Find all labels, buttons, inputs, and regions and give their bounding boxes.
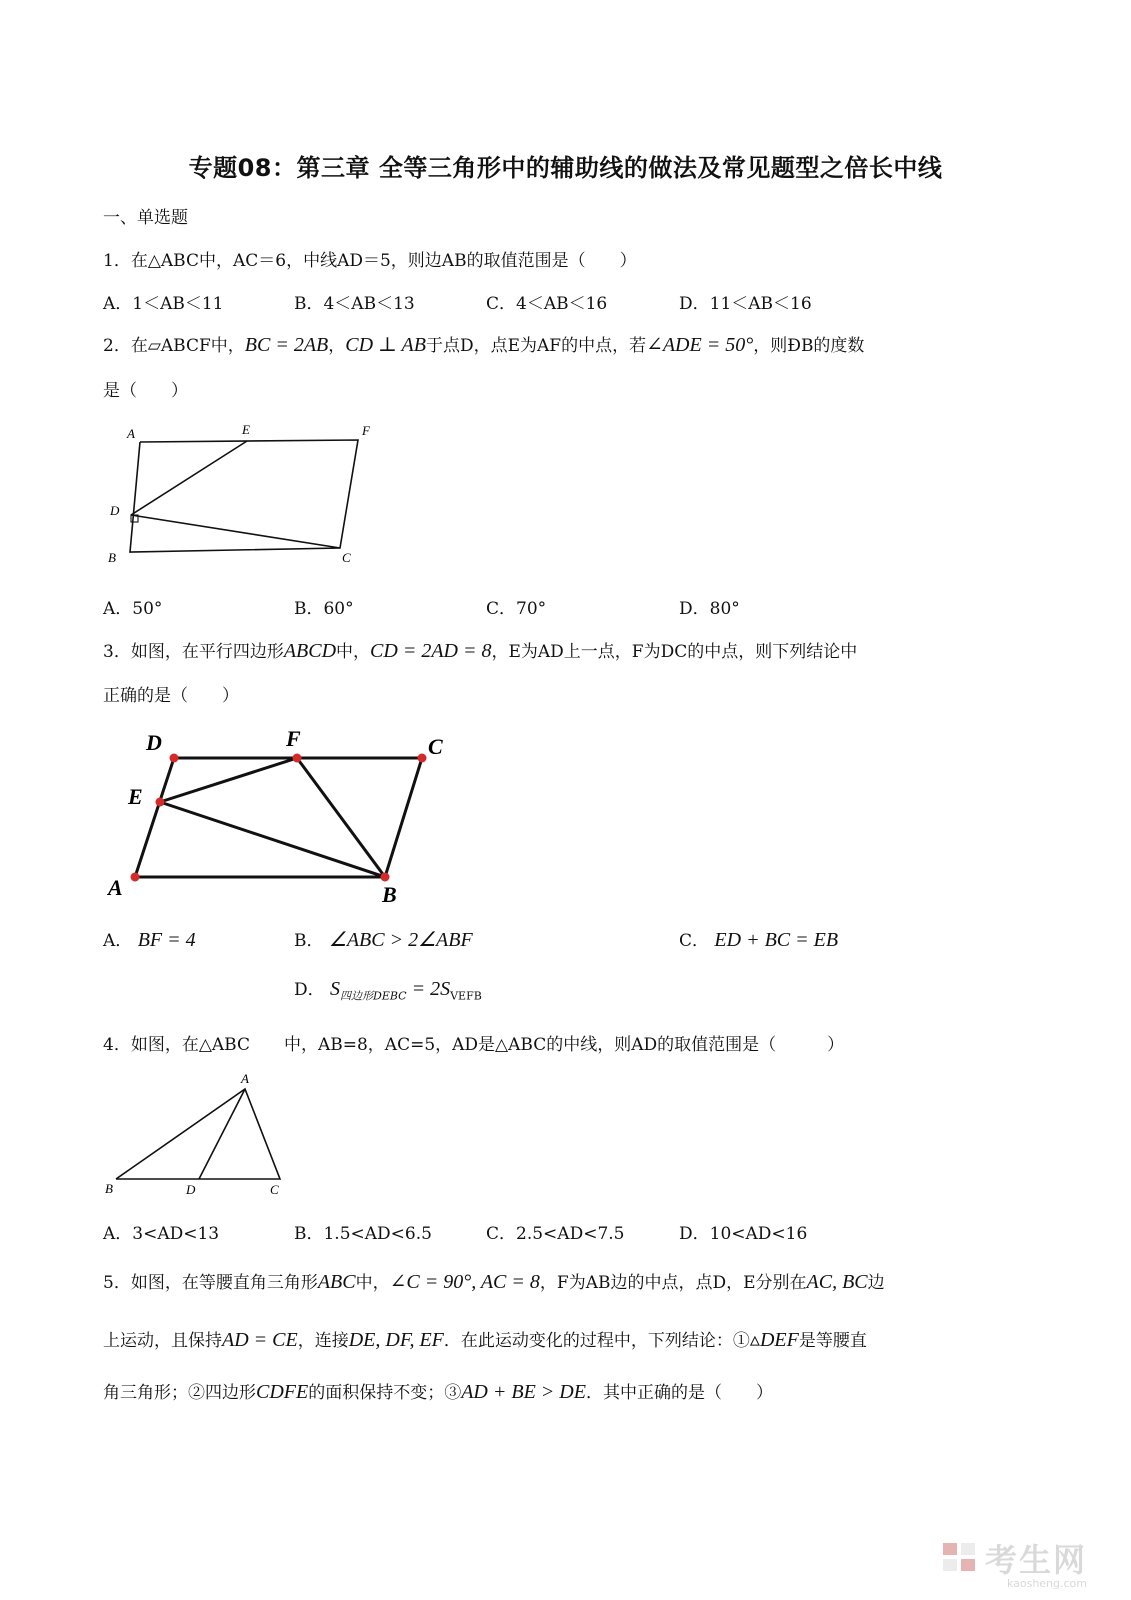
q2-figure [100, 418, 390, 578]
option-label: B． [294, 931, 324, 951]
q3-option-b-math: ∠ABC > 2∠ABF [328, 929, 473, 951]
segment-dc [131, 515, 340, 548]
label-c: C [428, 734, 443, 759]
q5-text: 是等腰直 [798, 1331, 867, 1351]
q3-option-d-mid: = 2S [406, 978, 451, 1000]
page-title: 专题08：第三章 全等三角形中的辅助线的做法及常见题型之倍长中线 [188, 154, 943, 182]
label-d: D [146, 730, 162, 755]
q3-option-c-math: ED + BC = EB [714, 929, 839, 951]
section-heading: 一、单选题 [103, 208, 188, 228]
q2-stem-line1 [103, 331, 864, 357]
q5-math: ∠C = 90°, AC = 8 [389, 1271, 540, 1293]
label-c: C [342, 550, 351, 565]
q3-math-cd: CD = 2AD = 8 [370, 640, 492, 662]
q5-math: AD + BE > DE [461, 1381, 586, 1403]
label-e: E [128, 784, 143, 809]
point-f [293, 754, 302, 763]
watermark [985, 1535, 1087, 1590]
q3-option-d-sub1: 四边形DEBC [340, 989, 407, 1003]
q2-math-cd: CD ⊥ AB [345, 334, 426, 356]
q3-stem-text: 3．如图，在平行四边形 [103, 642, 284, 662]
triangle-abc [116, 1089, 280, 1179]
point-d [170, 754, 179, 763]
q2-math-bc: BC = 2AB [244, 334, 329, 356]
q5-text: 边 [867, 1273, 885, 1293]
q4-option-c: C．2.5<AD<7.5 [486, 1224, 625, 1244]
q5-math: AD = CE [222, 1329, 298, 1351]
q3-option-a-math: BF = 4 [137, 929, 196, 951]
label-a: A [108, 875, 123, 900]
segment-eb [160, 802, 385, 877]
label-a: A [241, 1071, 249, 1086]
label-b: B [382, 882, 397, 907]
parallelogram-abcd [135, 758, 422, 877]
q2-option-b: B．60° [294, 599, 354, 619]
q4-option-d: D．10<AD<16 [679, 1224, 808, 1244]
label-a: A [127, 426, 135, 441]
label-f: F [362, 423, 370, 438]
label-e: E [242, 422, 250, 437]
q5-math: ▵DEF [749, 1329, 799, 1351]
q5-stem-line2 [103, 1326, 867, 1352]
q2-stem-text: 2．在▱ABCF中， [103, 336, 245, 356]
q5-math: CDFE [256, 1381, 309, 1403]
q1-option-d: D．11＜AB＜16 [679, 294, 812, 314]
point-b [381, 873, 390, 882]
point-c [418, 754, 427, 763]
watermark-url: kaosheng.com [1006, 1577, 1087, 1590]
q4-option-a: A．3<AD<13 [103, 1224, 220, 1244]
q3-stem-line2: 正确的是（ ） [103, 686, 239, 706]
q5-text: 中， [355, 1273, 390, 1293]
q2-stem-line2: 是（ ） [103, 381, 188, 401]
segment-fb [297, 758, 385, 877]
q5-stem-line1 [103, 1268, 885, 1294]
q3-math-abcd: ABCD [283, 640, 337, 662]
q5-text: ．在此运动变化的过程中，下列结论：① [443, 1331, 750, 1351]
label-d: D [186, 1182, 196, 1197]
label-f: F [286, 726, 301, 751]
option-label: C． [679, 931, 710, 951]
label-b: B [108, 550, 116, 565]
q3-stem-text: 中， [336, 642, 371, 662]
label-b: B [105, 1181, 113, 1196]
q5-math: DE, DF, EF [348, 1329, 444, 1351]
q2-stem-text: ， [328, 336, 346, 356]
segment-ef [160, 758, 297, 802]
q3-stem-line1 [103, 637, 857, 663]
q2-stem-text: ，则ÐB的度数 [753, 336, 865, 356]
q2-math-angle: ∠ADE = 50° [646, 334, 754, 356]
option-label: A． [103, 931, 133, 951]
label-c: C [270, 1182, 279, 1197]
q5-stem-line3 [103, 1378, 773, 1404]
q1-option-c: C．4＜AB＜16 [486, 294, 608, 314]
q4-stem: 4．如图，在△ABC 中，AB=8，AC=5，AD是△ABC的中线，则AD的取值范围是（ ） [103, 1035, 845, 1055]
q5-text: ，F为AB边的中点，点D，E分别在 [539, 1273, 807, 1293]
q2-option-d: D．80° [679, 599, 740, 619]
q5-text: 的面积保持不变；③ [308, 1383, 462, 1403]
q5-text: 5．如图，在等腰直角三角形 [103, 1273, 318, 1293]
q3-option-d-sub2: VEFB [450, 989, 482, 1003]
q3-option-d-s: S [330, 978, 341, 1000]
q5-text: ．其中正确的是（ ） [585, 1383, 773, 1403]
q4-option-b: B．1.5<AD<6.5 [294, 1224, 432, 1244]
q5-text: 上运动，且保持 [103, 1331, 222, 1351]
q3-option-a [103, 926, 196, 952]
q1-option-b: B．4＜AB＜13 [294, 294, 415, 314]
parallelogram-abcf [130, 440, 358, 552]
watermark-logo-icon [941, 1539, 977, 1575]
q4-figure [100, 1068, 300, 1203]
q3-stem-text: ，E为AD上一点，F为DC的中点，则下列结论中 [491, 642, 858, 662]
option-label: D． [294, 980, 325, 1000]
median-ad [199, 1089, 245, 1179]
q5-text: 角三角形；②四边形 [103, 1383, 256, 1403]
point-a [131, 873, 140, 882]
q3-figure [100, 722, 460, 912]
point-e [156, 798, 165, 807]
segment-de [131, 441, 247, 515]
label-d: D [110, 503, 120, 518]
q5-math: AC, BC [806, 1271, 868, 1293]
q1-stem: 1．在△ABC中，AC＝6，中线AD＝5，则边AB的取值范围是（ ） [103, 251, 637, 271]
q5-math: ABC [317, 1271, 356, 1293]
watermark-text: 考生网 [984, 1541, 1087, 1579]
q1-option-a: A．1＜AB＜11 [103, 294, 224, 314]
q2-option-a: A．50° [103, 599, 163, 619]
q2-option-c: C．70° [486, 599, 547, 619]
q3-option-c [679, 926, 838, 952]
q5-text: ，连接 [297, 1331, 349, 1351]
q2-stem-text: 于点D，点E为AF的中点，若 [425, 336, 647, 356]
q3-option-d [294, 975, 482, 1003]
q3-option-b [294, 926, 473, 952]
